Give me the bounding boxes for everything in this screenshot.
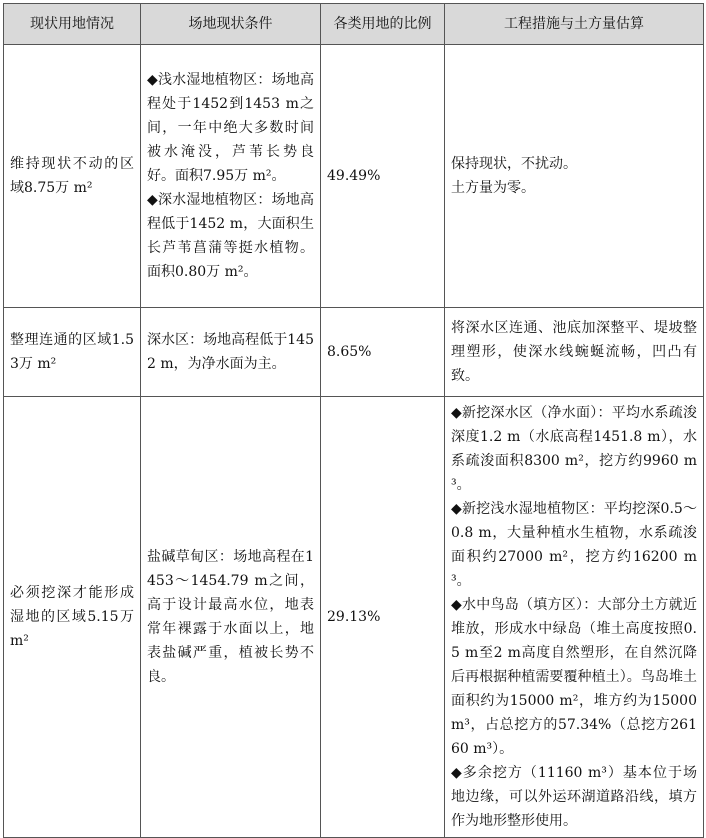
header-situation: 现状用地情况 xyxy=(4,4,141,45)
ratio-cell: 8.65% xyxy=(321,308,445,397)
ratio-cell: 29.13% xyxy=(321,397,445,838)
header-condition: 场地现状条件 xyxy=(141,4,321,45)
condition-cell: 深水区：场地高程低于1452 m，为净水面为主。 xyxy=(141,308,321,397)
measures-cell: 保持现状，不扰动。 土方量为零。 xyxy=(445,45,704,308)
situation-cell: 必须挖深才能形成湿地的区域5.15万 m² xyxy=(4,397,141,838)
situation-cell: 整理连通的区域1.53万 m² xyxy=(4,308,141,397)
header-ratio: 各类用地的比例 xyxy=(321,4,445,45)
ratio-cell: 49.49% xyxy=(321,45,445,308)
table-row xyxy=(4,45,704,308)
measures-cell: ◆新挖深水区（净水面）：平均水系疏浚深度1.2 m（水底高程1451.8 m），水系疏浚面积8300 m²，挖方约9960 m³。 ◆新挖浅水湿地植物区：平均挖深0.5～0.8 m，大量种植水生植物，水系疏浚面积约27000 m²，挖方约16200 m³。 ◆水中鸟岛（填方区）：大部分土方就近堆放，形成水中绿岛（堆土高度按照0.5 m至2 m高度自然塑形，在自然沉降后再根据种植需要覆种植土）。鸟岛堆土面积约为15000 m²，堆方约为15000 m³，占总挖方的57.34%（总挖方26160 m³）。 ◆多余挖方（11160 m³）基本位于场地边缘，可以外运环湖道路沿线，填方作为地形整形使用。 xyxy=(445,397,704,838)
condition-cell: 盐碱草甸区：场地高程在1453～1454.79 m之间，高于设计最高水位，地表常年裸露于水面以上，地表盐碱严重，植被长势不良。 xyxy=(141,397,321,838)
land-use-table xyxy=(3,3,704,838)
table-header-row xyxy=(4,4,704,45)
situation-cell: 维持现状不动的区域8.75万 m² xyxy=(4,45,141,308)
table-row xyxy=(4,308,704,397)
table-row xyxy=(4,397,704,838)
condition-cell: ◆浅水湿地植物区：场地高程处于1452到1453 m之间，一年中绝大多数时间被水淹没，芦苇长势良好。面积7.95万 m²。 ◆深水湿地植物区：场地高程低于1452 m，大面积生长芦苇菖蒲等挺水植物。面积0.80万 m²。 xyxy=(141,45,321,308)
measures-cell: 将深水区连通、池底加深整平、堤坡整理塑形，使深水线蜿蜒流畅，凹凸有致。 xyxy=(445,308,704,397)
header-measures: 工程措施与土方量估算 xyxy=(445,4,704,45)
